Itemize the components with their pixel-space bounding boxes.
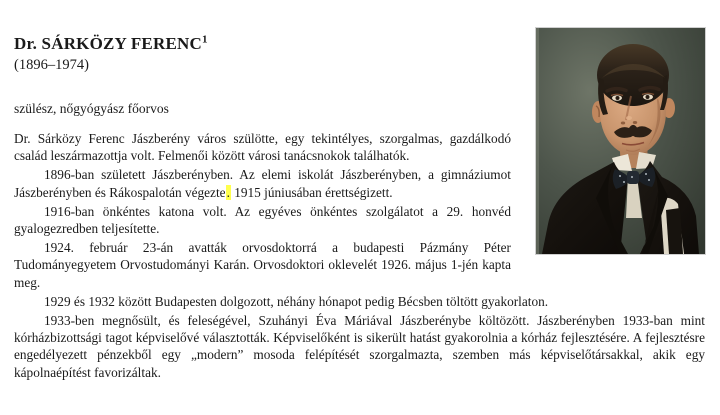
profession-subtitle: szülész, nőgyógyász főorvos — [14, 101, 169, 116]
paragraph-marriage-council: 1933-ben megnősült, és feleségével, Szuhányi Éva Máriával Jászberénybe költözött. Jászberényben 1933-ban mint kórházbizottsági tagot képviselővé választották. Képviselőként is sikerült hatást gyakorolnia a kórház fejlesztésére. A fejlesztésre engedélyezett pénzekből egy „modern” mosoda felépítését szorgalmazta, szemben más képviselőtársakkal, akik egy kápolnaépítést favorizáltak. — [14, 313, 705, 380]
life-years: (1896–1974) — [14, 57, 89, 73]
paragraph-schooling-text: 1896-ban született Jászberényben. Az elemi iskolát Jászberényben, a gimnáziumot Jászberényben és Rákospalotán végezte — [14, 167, 511, 200]
portrait-illustration — [536, 28, 705, 254]
portrait-photo — [536, 28, 705, 254]
paragraph-budapest-vienna: 1929 és 1932 között Budapesten dolgozott, néhány hónapot pedig Bécsben töltött gyakorlaton. — [44, 293, 549, 309]
paragraph-schooling-continued: 1915 júniusában érettségizett. — [230, 184, 393, 200]
footnote-reference: 1 — [201, 33, 208, 46]
paragraph-doctorate: 1924. február 23-án avatták orvosdoktorrá a budapesti Pázmány Péter Tudományegyetem Orvostudományi Karán. Orvosdoktori oklevelét 1926. május 1-jén kapta meg. — [14, 240, 511, 290]
paragraph-origin: Dr. Sárközy Ferenc Jászberény város szülötte, egy tekintélyes, szorgalmas, gazdálkodó család leszármazottja volt. Felmenői között városi tanácsnokok találhatók. — [14, 131, 511, 164]
person-name: Dr. SÁRKÖZY FERENC — [14, 34, 202, 53]
paragraph-military: 1916-ban önkéntes katona volt. Az egyéves önkéntes szolgálatot a 29. honvéd gyalogezredben teljesítette. — [14, 203, 511, 237]
highlighted-text: . — [226, 184, 230, 200]
